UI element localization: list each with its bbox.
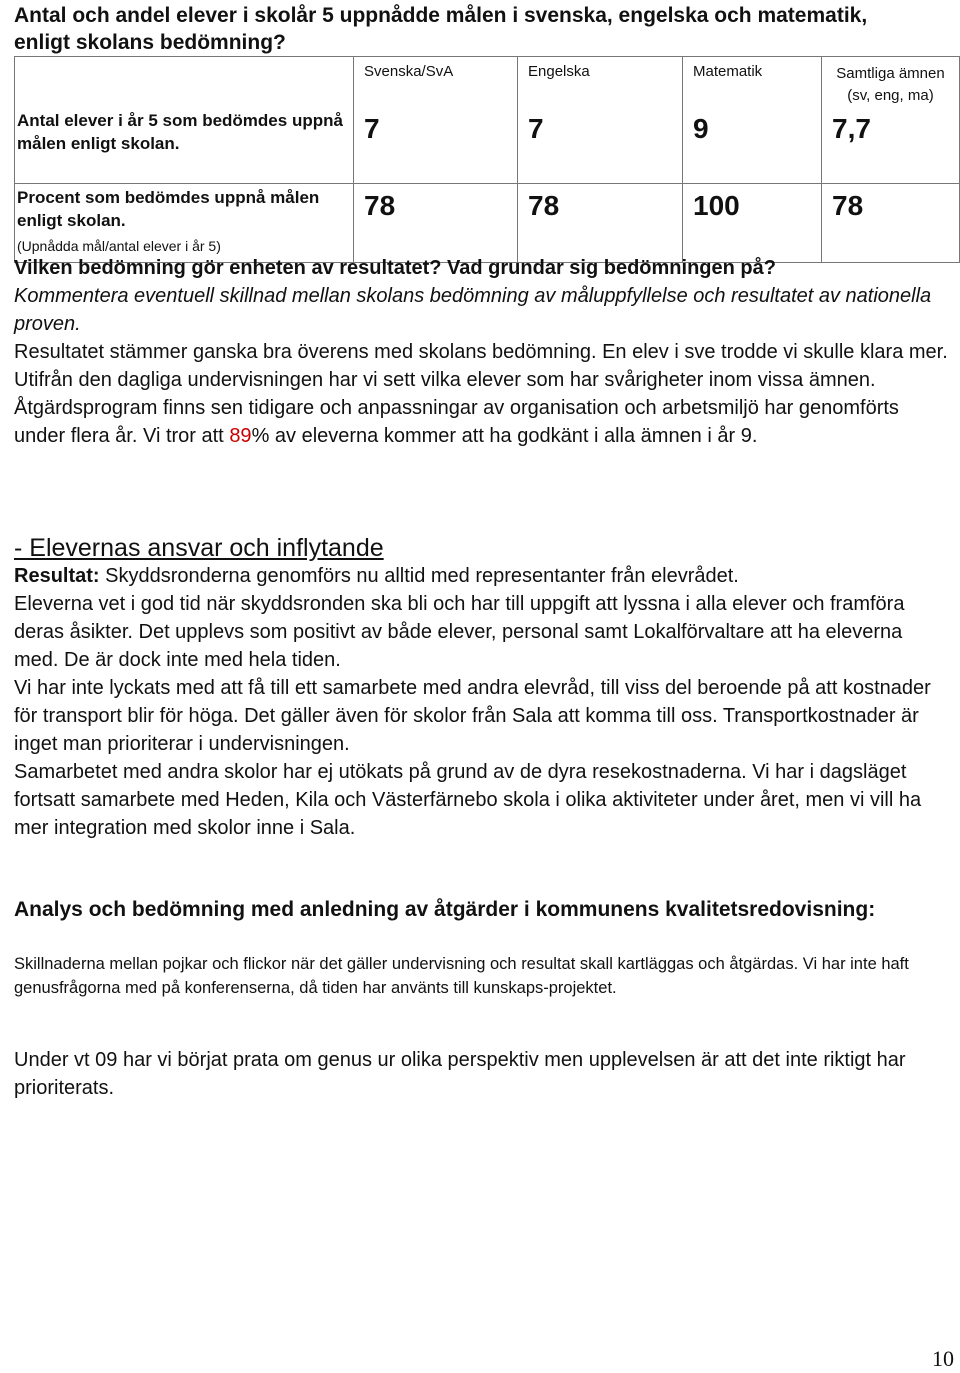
table-row: [15, 107, 960, 184]
header-matematik: Matematik: [683, 57, 822, 108]
answer-highlight: 89: [229, 425, 252, 447]
table-header-empty: [15, 57, 354, 108]
header-samtliga-line1: Samtliga ämnen: [836, 65, 945, 82]
cell-engelska: 78: [518, 184, 683, 263]
section-paragraph: Vi har inte lyckats med att få till ett samarbete med andra elevråd, till viss del beroende på att kostnader för transport blir för höga. Det gäller även för skolor från Sala att komma till oss. Transportkostnader är inget man prioriterar i undervisningen.: [14, 677, 931, 755]
page-number: 10: [932, 1346, 954, 1371]
analysis-heading: Analys och bedömning med anledning av åtgärder i kommunens kvalitetsredovisning:: [14, 898, 876, 921]
cell-matematik: 100: [683, 184, 822, 263]
assessment-instruction: Kommentera eventuell skillnad mellan skolans bedömning av måluppfyllelse och resultatet av nationella proven.: [14, 285, 932, 335]
answer-text-end: % av eleverna kommer att ha godkänt i alla ämnen i år 9.: [251, 425, 758, 447]
cell-matematik: 9: [683, 107, 822, 184]
analysis-extra: Under vt 09 har vi börjat prata om genus ur olika perspektiv men upplevelsen är att det inte riktigt har prioriterats.: [14, 1049, 906, 1099]
section-body: [14, 562, 950, 842]
header-svenska: Svenska/SvA: [354, 57, 518, 108]
result-label: Resultat:: [14, 565, 100, 587]
row-label-subtext: (Upnådda mål/antal elever i år 5): [17, 238, 221, 254]
cell-svenska: 7: [354, 107, 518, 184]
section-result: [14, 562, 950, 590]
analysis-body: Skillnaderna mellan pojkar och flickor när det gäller undervisning och resultat skall kartläggas och åtgärdas. Vi har inte haft genusfrågorna med på konferenserna, då tiden har använts till kunskaps-projektet.: [14, 955, 909, 997]
answer-text: Resultatet stämmer ganska bra överens med skolans bedömning. En elev i sve trodde vi skulle klara mer. Utifrån den dagliga undervisningen har vi sett vilka elever som har svårigheter inom vissa ämnen. Åtgärdsprogram finns sen tidigare och anpassningar av organisation och arbetsmiljö har genomförts under flera år. Vi tror att: [14, 341, 948, 447]
question-heading: Antal och andel elever i skolår 5 uppnådde målen i svenska, engelska och matematik, enligt skolans bedömning?: [14, 4, 868, 54]
assessment-answer: [14, 338, 950, 450]
row-label-procent: [15, 184, 354, 263]
result-text: Skyddsronderna genomförs nu alltid med representanter från elevrådet.: [105, 565, 739, 587]
results-table: [14, 56, 960, 263]
assessment-block: [14, 254, 950, 450]
header-samtliga: [822, 57, 960, 108]
table-row: [15, 184, 960, 263]
section-paragraph: Samarbetet med andra skolor har ej utökats på grund av de dyra resekostnaderna. Vi har i dagsläget fortsatt samarbete med Heden, Kila och Västerfärnebo skola i olika aktiviteter under året, men vi vill ha mer integration med skolor inne i Sala.: [14, 761, 922, 839]
section-heading: - Elevernas ansvar och inflytande: [14, 534, 384, 562]
header-samtliga-line2: (sv, eng, ma): [847, 87, 934, 104]
cell-samtliga: 78: [822, 184, 960, 263]
cell-engelska: 7: [518, 107, 683, 184]
cell-svenska: 78: [354, 184, 518, 263]
cell-samtliga: 7,7: [822, 107, 960, 184]
section-paragraph: Eleverna vet i god tid när skyddsronden ska bli och har till uppgift att lyssna i alla elever och framföra deras åsikter. Det upplevs som positivt av både elever, personal samt Lokalförvaltare att ha eleverna med. De är dock inte med hela tiden.: [14, 593, 905, 671]
table-header-row: [15, 57, 960, 108]
row-label-text: Antal elever i år 5 som bedömdes uppnå målen enligt skolan.: [17, 111, 343, 153]
header-engelska: Engelska: [518, 57, 683, 108]
assessment-question: Vilken bedömning gör enheten av resultatet? Vad grundar sig bedömningen på?: [14, 257, 776, 279]
row-label-antal: [15, 107, 354, 184]
row-label-text: Procent som bedömdes uppnå målen enligt skolan.: [17, 188, 320, 230]
